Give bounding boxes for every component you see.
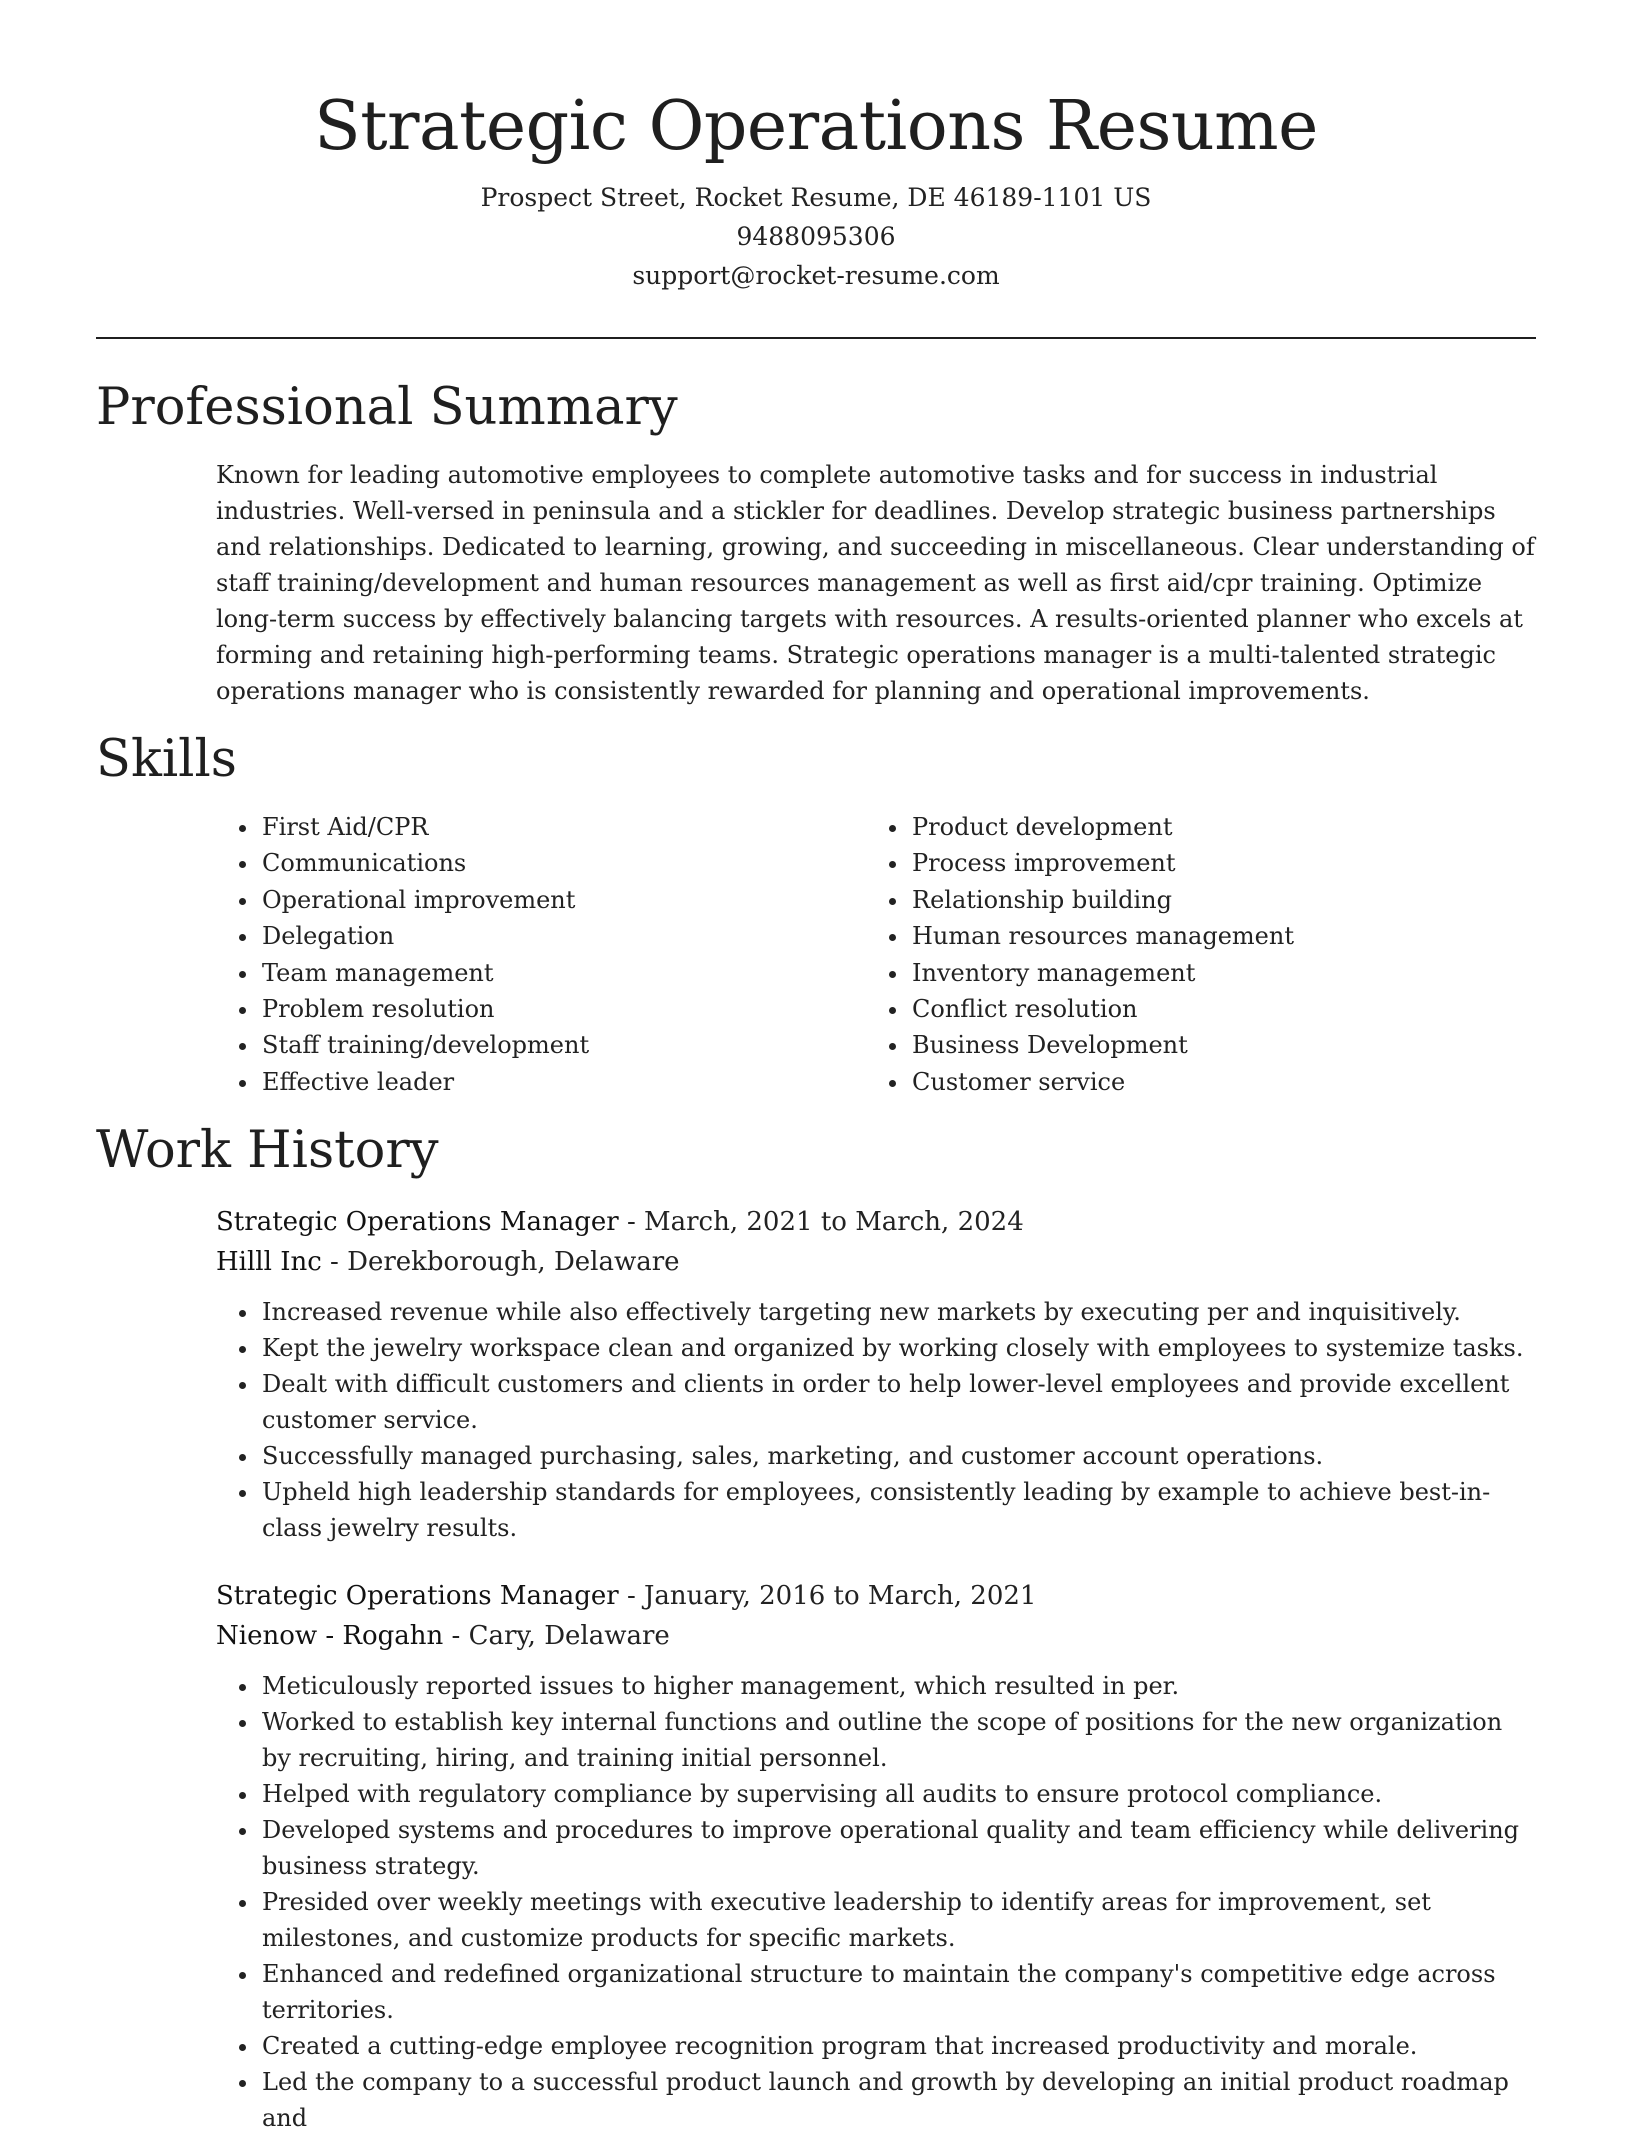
job-dates: - January, 2016 to March, 2021: [618, 1581, 1037, 1612]
job-bullet: • Successfully managed purchasing, sales, marketing, and customer account operations.: [260, 1438, 1536, 1474]
skill-item: • Team management: [260, 955, 866, 991]
skill-item: • Communications: [260, 845, 866, 881]
job-bullet: • Kept the jewelry workspace clean and organized by working closely with employees to systemize tasks.: [260, 1330, 1536, 1366]
resume-page: [96, 0, 1536, 2133]
job-bullet: • Presided over weekly meetings with executive leadership to identify areas for improvement, set milestones, and customize products for specific markets.: [260, 1884, 1536, 1956]
skills-list: [216, 809, 1536, 1100]
job-bullet: • Upheld high leadership standards for employees, consistently leading by example to achieve best-in-class jewelry results.: [260, 1474, 1536, 1546]
skill-item: • Product development: [910, 809, 1510, 845]
job-title-line: [216, 1202, 1536, 1242]
skill-item: • Conflict resolution: [910, 991, 1510, 1027]
job-bullets: [216, 1294, 1536, 1546]
skill-item: • Staff training/development: [260, 1027, 866, 1063]
job-company: Nienow - Rogahn: [216, 1621, 444, 1652]
skills-column-right: [866, 809, 1510, 1100]
job-bullet: • Meticulously reported issues to higher management, which resulted in per.: [260, 1668, 1536, 1704]
job-bullet: • Led the company to a successful product launch and growth by developing an initial product roadmap and: [260, 2064, 1536, 2136]
skill-item: • Customer service: [910, 1064, 1510, 1100]
summary-heading: Professional Summary: [96, 378, 678, 437]
contact-block: [96, 178, 1536, 295]
job-bullet: • Worked to establish key internal functions and outline the scope of positions for the new organization by recruiting, hiring, and training initial personnel.: [260, 1704, 1536, 1776]
skill-item: • Delegation: [260, 918, 866, 954]
job-role: Strategic Operations Manager: [216, 1581, 619, 1612]
resume-header: [96, 0, 1536, 295]
resume-title: Strategic Operations Resume: [314, 87, 1318, 166]
job-bullet: • Developed systems and procedures to improve operational quality and team efficiency while delivering business strategy.: [260, 1812, 1536, 1884]
skills-heading: Skills: [96, 730, 237, 789]
skill-item: • Process improvement: [910, 845, 1510, 881]
job-location: - Cary, Delaware: [443, 1621, 670, 1652]
header-divider: [96, 337, 1536, 339]
job-bullet: • Increased revenue while also effectively targeting new markets by executing per and inquisitively.: [260, 1294, 1536, 1330]
skill-item: • Problem resolution: [260, 991, 866, 1027]
job-title-line: [216, 1576, 1536, 1616]
job-bullet: • Created a cutting-edge employee recognition program that increased productivity and morale.: [260, 2028, 1536, 2064]
job-entry: [216, 1576, 1536, 2136]
address: Prospect Street, Rocket Resume, DE 46189-1101 US: [480, 183, 1152, 212]
job-location: - Derekborough, Delaware: [321, 1247, 680, 1278]
skill-item: • Business Development: [910, 1027, 1510, 1063]
job-bullet: • Dealt with difficult customers and clients in order to help lower-level employees and provide excellent customer service.: [260, 1366, 1536, 1438]
email: support@rocket-resume.com: [632, 261, 1000, 290]
job-bullet: • Enhanced and redefined organizational structure to maintain the company's competitive edge across territories.: [260, 1956, 1536, 2028]
work-history-heading: Work History: [96, 1121, 439, 1181]
skill-item: • Inventory management: [910, 955, 1510, 991]
job-company-line: [216, 1242, 1536, 1282]
job-role: Strategic Operations Manager: [216, 1207, 619, 1238]
skill-item: • Effective leader: [260, 1064, 866, 1100]
job-dates: - March, 2021 to March, 2024: [618, 1207, 1024, 1238]
skill-item: • First Aid/CPR: [260, 809, 866, 845]
job-bullet: • Helped with regulatory compliance by supervising all audits to ensure protocol compliance.: [260, 1776, 1536, 1812]
skill-item: • Operational improvement: [260, 882, 866, 918]
skills-column-left: [216, 809, 866, 1100]
skill-item: • Relationship building: [910, 882, 1510, 918]
job-entry: [216, 1202, 1536, 1546]
skill-item: • Human resources management: [910, 918, 1510, 954]
summary-text: Known for leading automotive employees to complete automotive tasks and for success in industrial industries. Well-versed in peninsula and a stickler for deadlines. Develop strategic business partnerships and relationships. Dedicated to learning, growing, and succeeding in miscellaneous. Clear understanding of staff training/development and human resources management as well as first aid/cpr training. Optimize long-term success by effectively balancing targets with resources. A results-oriented planner who excels at forming and retaining high-performing teams. Strategic operations manager is a multi-talented strategic operations manager who is consistently rewarded for planning and operational improvements.: [216, 461, 1535, 705]
job-company: Hilll Inc: [216, 1247, 322, 1278]
job-bullets: [216, 1668, 1536, 2136]
job-company-line: [216, 1616, 1536, 1656]
phone: 9488095306: [736, 222, 896, 251]
